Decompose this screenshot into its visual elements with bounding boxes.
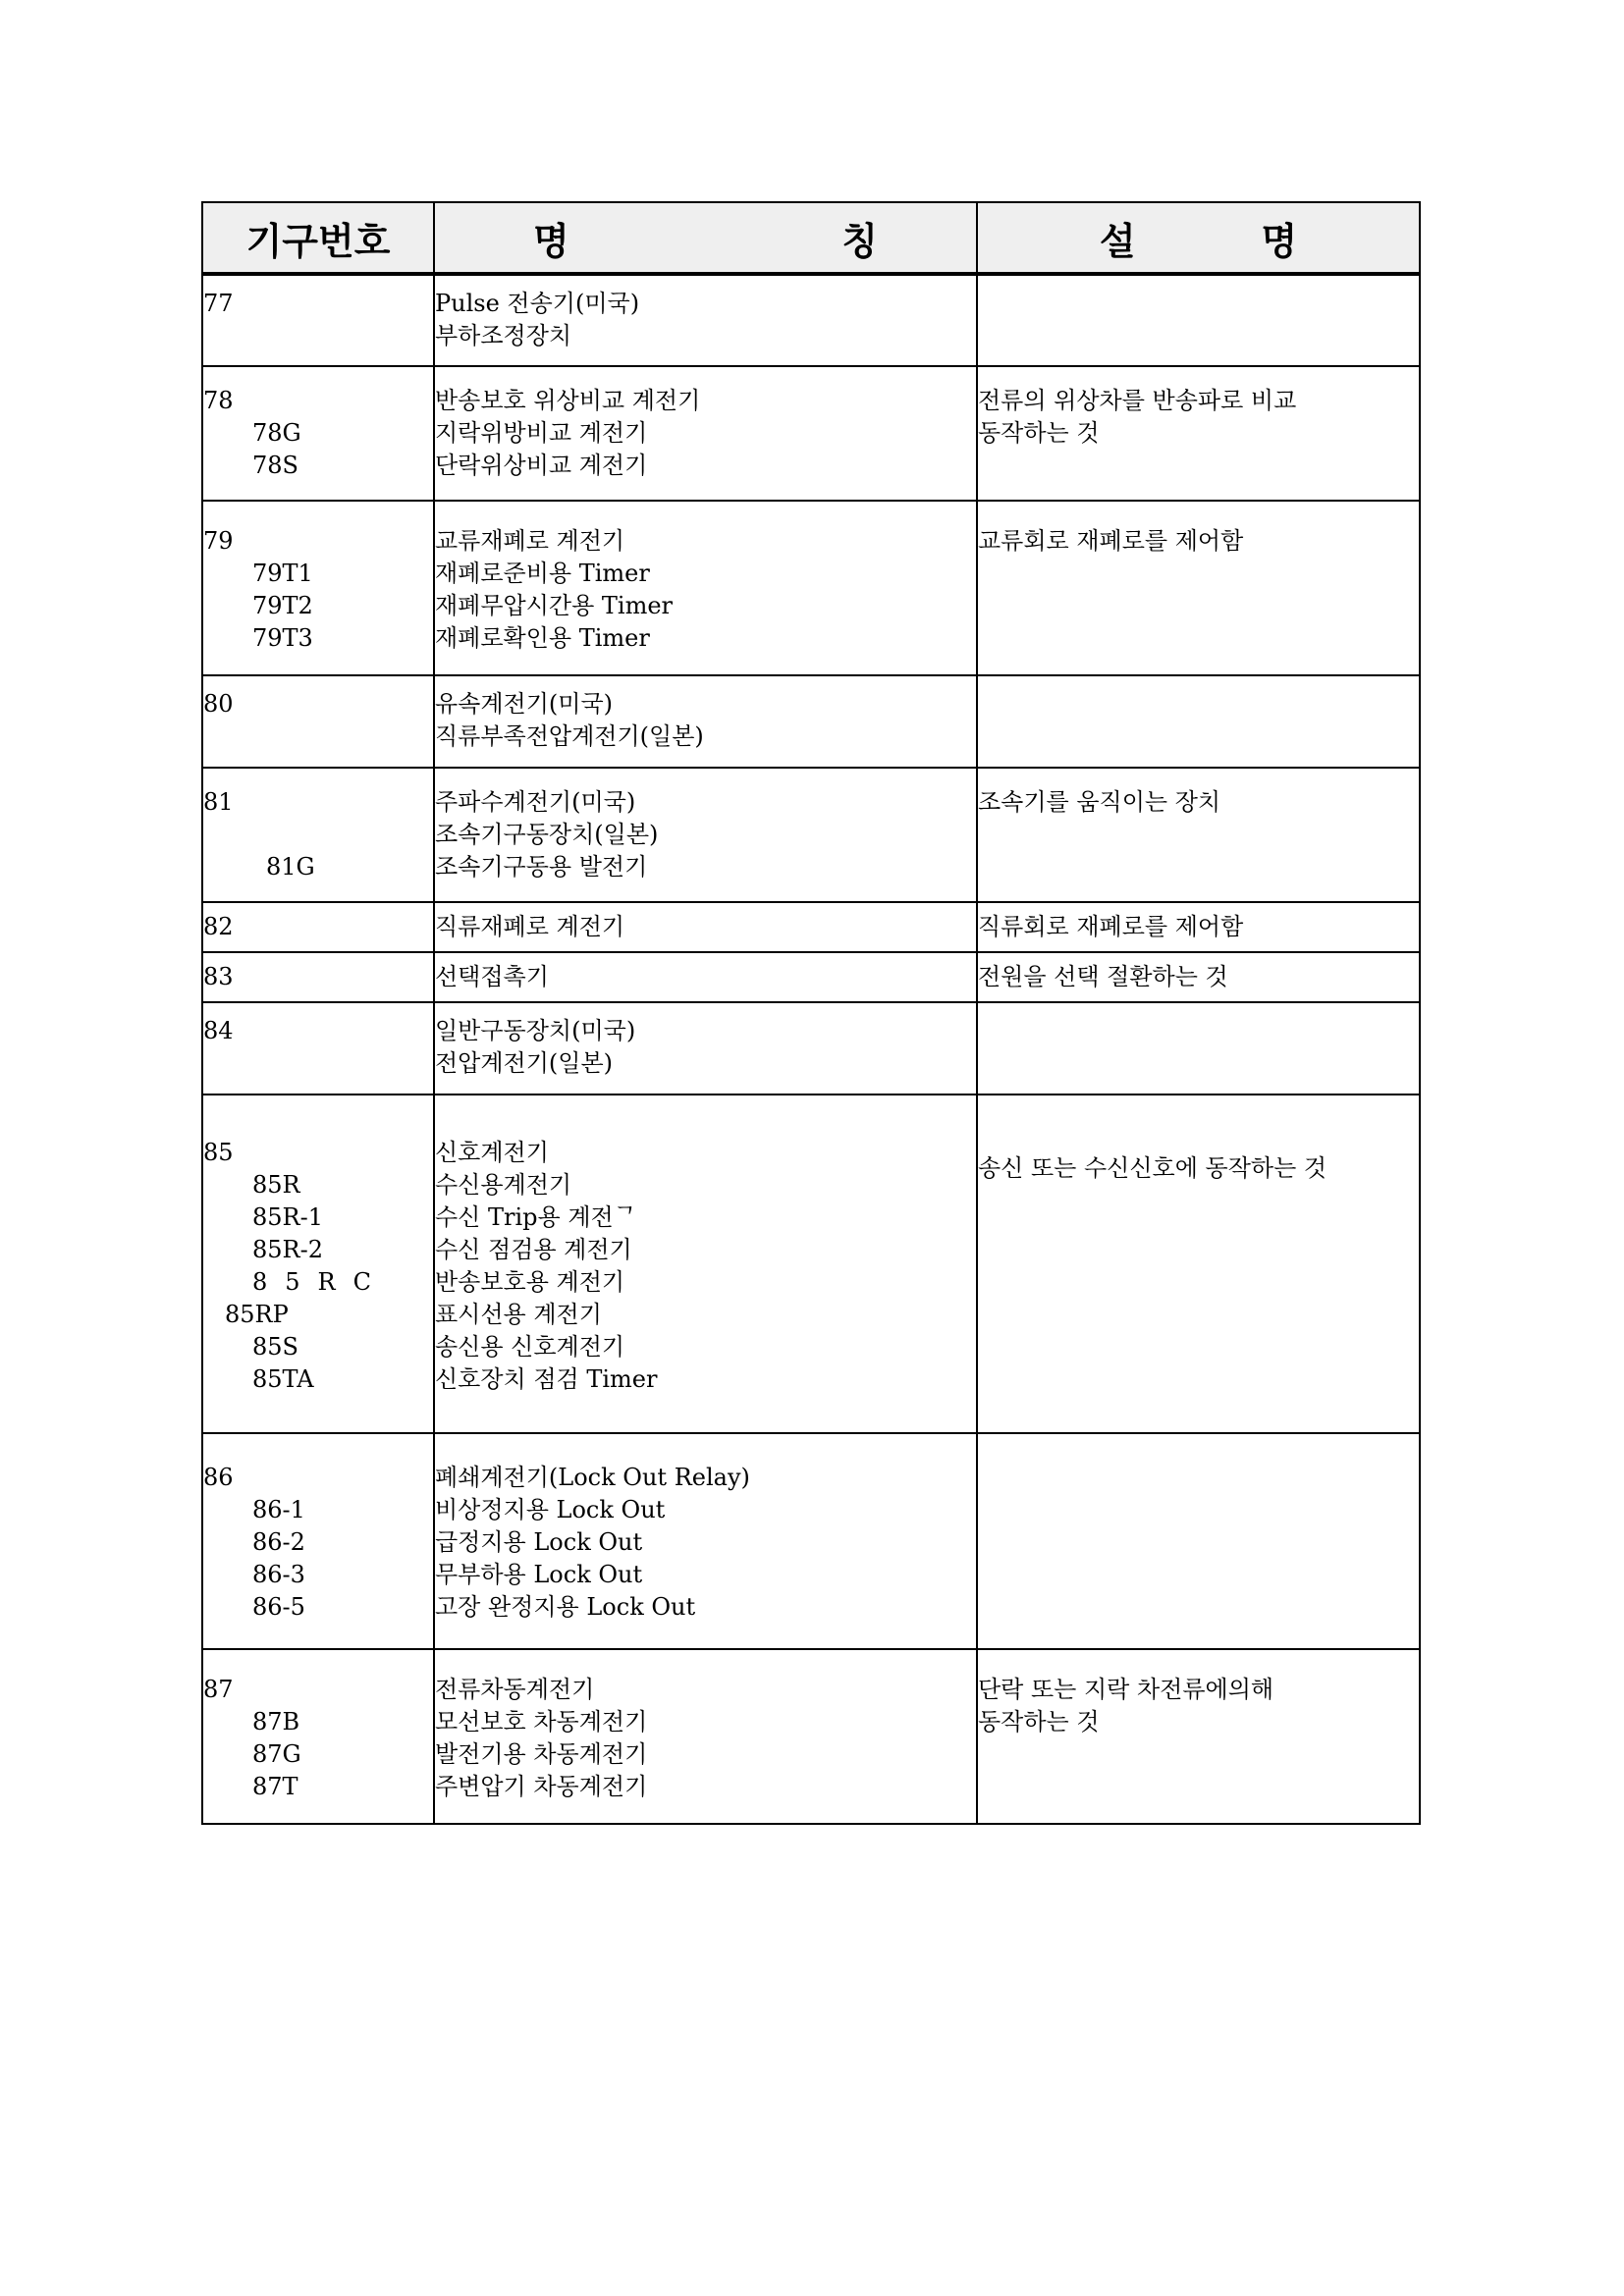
device-name: 조속기구동장치(일본) [435, 821, 659, 848]
device-number: 87G [252, 1740, 301, 1768]
device-name: 전류차동계전기 [435, 1676, 595, 1703]
device-name: 선택접촉기 [435, 963, 549, 990]
device-number: 85R [252, 1171, 300, 1199]
device-name: 무부하용 Lock Out [435, 1561, 643, 1588]
device-name: 고장 완정지용 Lock Out [435, 1593, 696, 1621]
description-cell [977, 675, 1420, 768]
device-name: 단락위상비교 계전기 [435, 452, 648, 479]
device-number-cell [202, 366, 434, 501]
device-number: 84 [203, 1017, 234, 1044]
name-cell [434, 952, 977, 1002]
device-number-cell [202, 1433, 434, 1649]
name-cell [434, 1649, 977, 1824]
name-cell [434, 902, 977, 952]
device-number: 85S [252, 1333, 298, 1361]
device-number: 81G [266, 853, 315, 881]
device-name: 재폐로확인용 Timer [435, 624, 650, 652]
device-number: 77 [203, 290, 234, 317]
device-name: 교류재폐로 계전기 [435, 527, 625, 555]
device-number: 86-5 [252, 1593, 305, 1621]
table-row [202, 274, 1420, 366]
device-number-cell [202, 501, 434, 675]
device-number: 85RP [225, 1301, 289, 1328]
name-cell [434, 274, 977, 366]
device-number: 82 [203, 913, 234, 940]
device-number: 81 [203, 788, 234, 816]
device-name: 직류재폐로 계전기 [435, 913, 625, 940]
device-name: Pulse 전송기(미국) [435, 290, 640, 317]
device-name: 신호계전기 [435, 1139, 549, 1166]
device-number: 86-2 [252, 1528, 305, 1556]
name-cell [434, 366, 977, 501]
name-cell [434, 1433, 977, 1649]
device-name: 반송보호용 계전기 [435, 1268, 625, 1296]
device-name: 발전기용 차동계전기 [435, 1740, 648, 1768]
device-number-cell [202, 1649, 434, 1824]
device-description: 조속기를 움직이는 장치 [978, 788, 1221, 816]
table-row [202, 366, 1420, 501]
device-number: 79T2 [252, 592, 313, 619]
device-name: 직류부족전압계전기(일본) [435, 722, 704, 750]
description-cell [977, 768, 1420, 902]
name-cell [434, 501, 977, 675]
description-cell [977, 1649, 1420, 1824]
device-number: 86-3 [252, 1561, 305, 1588]
device-number: 87T [252, 1773, 298, 1800]
device-number: 79 [203, 527, 234, 555]
device-name: 주변압기 차동계전기 [435, 1773, 648, 1800]
device-number [203, 819, 433, 851]
device-number-cell [202, 902, 434, 952]
device-number: 83 [203, 963, 234, 990]
device-name: 일반구동장치(미국) [435, 1017, 636, 1044]
table-row [202, 1433, 1420, 1649]
device-name: 폐쇄계전기(Lock Out Relay) [435, 1464, 750, 1491]
header-description: 설 명 [977, 202, 1420, 274]
device-name: 송신용 신호계전기 [435, 1333, 625, 1361]
device-number-cell [202, 1095, 434, 1433]
header-name: 명 칭 [434, 202, 977, 274]
device-description: 전류의 위상차를 반송파로 비교 [978, 387, 1297, 414]
device-number: 85R-2 [252, 1236, 323, 1263]
device-name: 유속계전기(미국) [435, 690, 614, 718]
table-row [202, 1002, 1420, 1095]
device-number-cell [202, 675, 434, 768]
device-name: 수신용계전기 [435, 1171, 572, 1199]
device-number: 78G [252, 419, 301, 447]
device-number: 79T1 [252, 560, 313, 587]
description-cell [977, 1095, 1420, 1433]
device-name: 급정지용 Lock Out [435, 1528, 643, 1556]
device-name: 지락위방비교 계전기 [435, 419, 648, 447]
device-name: 주파수계전기(미국) [435, 788, 636, 816]
device-number: 85TA [252, 1365, 314, 1393]
table-row [202, 675, 1420, 768]
header-device-number: 기구번호 [202, 202, 434, 274]
table-row [202, 1095, 1420, 1433]
description-cell [977, 1433, 1420, 1649]
device-description: 송신 또는 수신신호에 동작하는 것 [978, 1154, 1327, 1182]
device-number-cell [202, 952, 434, 1002]
name-cell [434, 1002, 977, 1095]
description-cell [977, 902, 1420, 952]
device-number: 87B [252, 1708, 300, 1735]
device-name: 조속기구동용 발전기 [435, 853, 648, 881]
device-name: 수신 Trip용 계전ᄀ [435, 1203, 636, 1231]
device-name: 표시선용 계전기 [435, 1301, 602, 1328]
device-name: 부하조정장치 [435, 322, 572, 349]
device-name: 재폐무압시간용 Timer [435, 592, 674, 619]
device-number: 85 [203, 1139, 234, 1166]
device-number-cell [202, 1002, 434, 1095]
device-number-cell [202, 274, 434, 366]
name-cell [434, 1095, 977, 1433]
description-cell [977, 274, 1420, 366]
table-row [202, 952, 1420, 1002]
description-cell [977, 952, 1420, 1002]
table-row [202, 501, 1420, 675]
device-name: 비상정지용 Lock Out [435, 1496, 666, 1523]
device-number-cell [202, 768, 434, 902]
device-description: 동작하는 것 [978, 419, 1100, 447]
description-cell [977, 501, 1420, 675]
name-cell [434, 675, 977, 768]
table-header-row [202, 202, 1420, 274]
device-number: 85RC [252, 1268, 389, 1296]
device-number: 79T3 [252, 624, 313, 652]
device-description: 동작하는 것 [978, 1708, 1100, 1735]
device-name: 전압계전기(일본) [435, 1049, 614, 1077]
device-description: 단락 또는 지락 차전류에의해 [978, 1676, 1274, 1703]
device-description: 직류회로 재폐로를 제어함 [978, 913, 1244, 940]
table-row [202, 768, 1420, 902]
device-name: 수신 점검용 계전기 [435, 1236, 632, 1263]
table-row [202, 1649, 1420, 1824]
device-number: 86-1 [252, 1496, 305, 1523]
device-number: 78 [203, 387, 234, 414]
relay-number-table [201, 201, 1421, 1825]
device-number: 87 [203, 1676, 234, 1703]
description-cell [977, 1002, 1420, 1095]
device-name: 반송보호 위상비교 계전기 [435, 387, 701, 414]
device-number: 78S [252, 452, 298, 479]
device-number: 85R-1 [252, 1203, 323, 1231]
device-name: 모선보호 차동계전기 [435, 1708, 648, 1735]
name-cell [434, 768, 977, 902]
device-number: 86 [203, 1464, 234, 1491]
table-row [202, 902, 1420, 952]
device-name: 재폐로준비용 Timer [435, 560, 650, 587]
device-name: 신호장치 점검 Timer [435, 1365, 658, 1393]
device-description: 전원을 선택 절환하는 것 [978, 963, 1228, 990]
description-cell [977, 366, 1420, 501]
device-description: 교류회로 재폐로를 제어함 [978, 527, 1244, 555]
device-number: 80 [203, 690, 234, 718]
